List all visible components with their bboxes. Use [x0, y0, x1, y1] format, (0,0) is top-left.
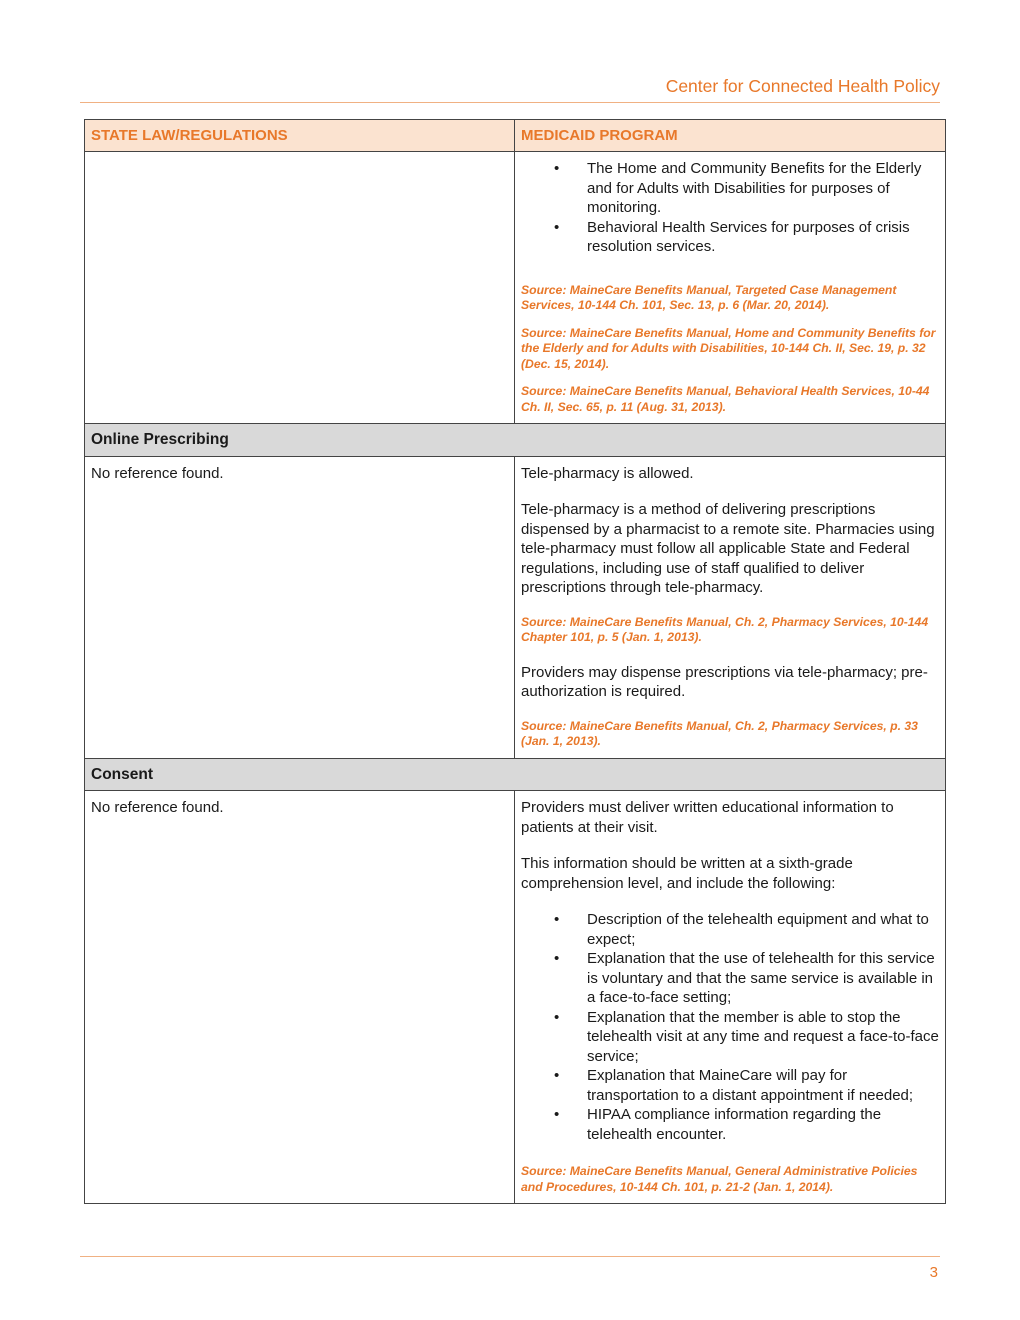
page-header-title: Center for Connected Health Policy [665, 76, 940, 96]
medicaid-cell [515, 791, 946, 1204]
table-row [85, 791, 946, 1204]
section-title: Online Prescribing [85, 424, 946, 457]
table-row [85, 152, 946, 424]
list-item: • HIPAA compliance information regarding the telehealth encounter. [587, 1105, 939, 1144]
section-title: Consent [85, 758, 946, 791]
source-citation: Source: MaineCare Benefits Manual, Ch. 2, Pharmacy Services, p. 33 (Jan. 1, 2013). [521, 718, 918, 748]
page-number: 3 [929, 1264, 938, 1281]
paragraph: Tele-pharmacy is allowed. [521, 464, 694, 482]
section-row-consent [85, 758, 946, 791]
state-law-cell [85, 152, 515, 424]
source-citation: Source: MaineCare Benefits Manual, Home and Community Benefits for the Elderly and for Adults with Disabilities, 10-144 Ch. II, Sec. 19, p. 32 (Dec. 15, 2014). [521, 325, 936, 371]
list-item: • Explanation that the member is able to stop the telehealth visit at any time and request a face-to-face service; [587, 1008, 939, 1067]
list-item: • Explanation that MaineCare will pay for transportation to a distant appointment if needed; [587, 1066, 939, 1105]
source-citation: Source: MaineCare Benefits Manual, General Administrative Policies and Procedures, 10-144 Ch. 101, p. 21-2 (Jan. 1, 2014). [521, 1164, 918, 1194]
medicaid-cell [515, 456, 946, 758]
header-rule [80, 102, 940, 103]
table-header-row [85, 120, 946, 152]
table-row [85, 456, 946, 758]
paragraph: Providers must deliver written educational information to patients at their visit. [521, 799, 894, 836]
source-citation: Source: MaineCare Benefits Manual, Behavioral Health Services, 10-44 Ch. II, Sec. 65, p. 11 (Aug. 31, 2013). [521, 384, 930, 414]
state-law-cell: No reference found. [85, 791, 515, 1204]
column-header-medicaid: MEDICAID PROGRAM [515, 120, 946, 152]
policy-table [84, 119, 946, 1204]
bullet-list [521, 910, 939, 1144]
list-item: • The Home and Community Benefits for the Elderly and for Adults with Disabilities for purposes of monitoring. [587, 159, 939, 218]
column-header-state-law: STATE LAW/REGULATIONS [85, 120, 515, 152]
medicaid-cell [515, 152, 946, 424]
source-citation: Source: MaineCare Benefits Manual, Ch. 2, Pharmacy Services, 10-144 Chapter 101, p. 5 (Jan. 1, 2013). [521, 614, 929, 644]
list-item: • Explanation that the use of telehealth for this service is voluntary and that the same service is available in a face-to-face setting; [587, 949, 939, 1008]
list-item: • Behavioral Health Services for purposes of crisis resolution services. [587, 218, 939, 257]
list-item: • Description of the telehealth equipment and what to expect; [587, 910, 939, 949]
section-row-online-prescribing [85, 424, 946, 457]
paragraph: Providers may dispense prescriptions via tele-pharmacy; pre-authorization is required. [521, 663, 928, 700]
source-citation: Source: MaineCare Benefits Manual, Targeted Case Management Services, 10-144 Ch. 101, Sec. 13, p. 6 (Mar. 20, 2014). [521, 282, 897, 312]
state-law-cell: No reference found. [85, 456, 515, 758]
footer-rule [80, 1256, 940, 1257]
bullet-list [521, 159, 939, 257]
paragraph: This information should be written at a sixth-grade comprehension level, and include the following: [521, 855, 853, 892]
paragraph: Tele-pharmacy is a method of delivering prescriptions dispensed by a pharmacist to a remote site. Pharmacies using tele-pharmacy must follow all applicable State and Federal regulations, including use of staff qualified to deliver prescriptions through tele-pharmacy. [521, 501, 935, 596]
